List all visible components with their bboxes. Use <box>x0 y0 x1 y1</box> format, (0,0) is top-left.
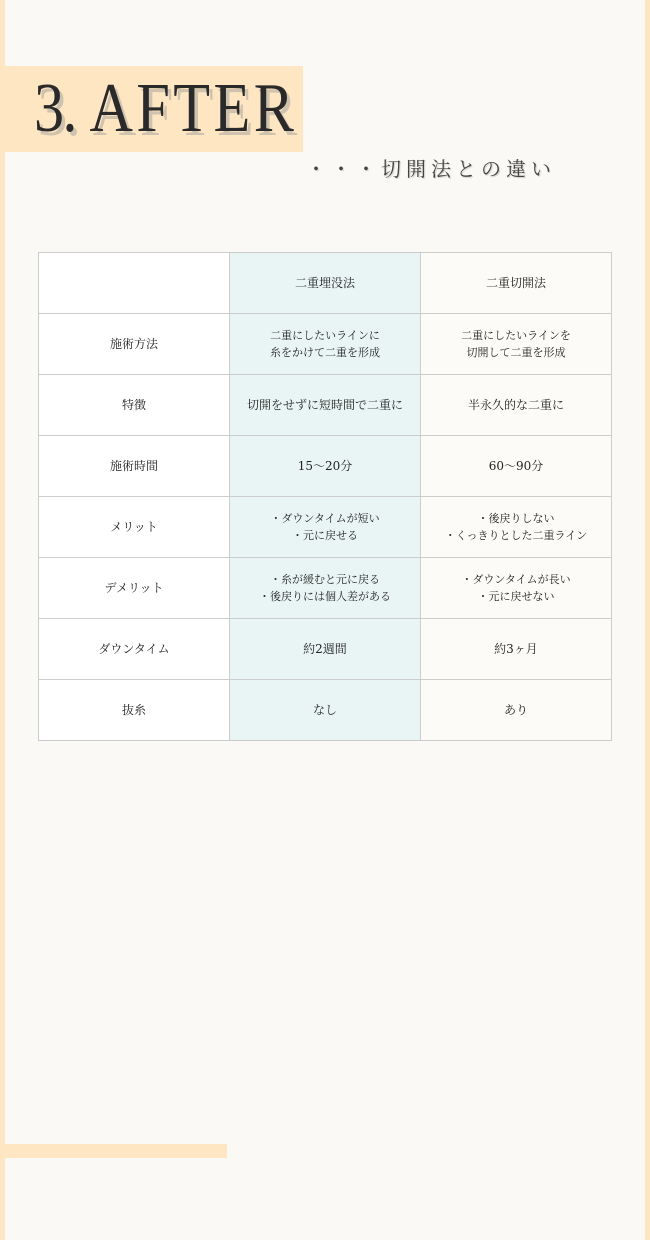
row-label: 特徴 <box>39 375 230 436</box>
cell-line: ・元に戻せない <box>477 590 555 603</box>
cell-burial: 15〜20分 <box>230 436 421 497</box>
cell-incision: 半永久的な二重に <box>421 375 612 436</box>
cell-line: ・糸が緩むと元に戻る <box>270 573 380 586</box>
cell-incision: 60〜90分 <box>421 436 612 497</box>
table-row <box>39 436 612 497</box>
cell-burial <box>230 497 421 558</box>
cell-incision: 約3ヶ月 <box>421 619 612 680</box>
cell-line: ・くっきりとした二重ライン <box>444 529 588 542</box>
cell-incision: あり <box>421 680 612 741</box>
cell-line: ・ダウンタイムが短い <box>270 512 380 525</box>
section-number: 3. <box>34 70 76 147</box>
section-title-text: AFTER <box>89 70 298 147</box>
cell-line: 糸をかけて二重を形成 <box>270 346 380 359</box>
table-row <box>39 497 612 558</box>
section-title <box>34 66 297 152</box>
cell-incision <box>421 314 612 375</box>
row-label: 施術時間 <box>39 436 230 497</box>
cell-burial: 約2週間 <box>230 619 421 680</box>
cell-burial <box>230 558 421 619</box>
cell-line: 切開して二重を形成 <box>466 346 566 359</box>
cell-incision <box>421 497 612 558</box>
table-row <box>39 558 612 619</box>
cell-burial <box>230 314 421 375</box>
table-row <box>39 680 612 741</box>
cell-incision <box>421 558 612 619</box>
row-label: メリット <box>39 497 230 558</box>
cell-burial: 切開をせずに短時間で二重に <box>230 375 421 436</box>
cell-burial: なし <box>230 680 421 741</box>
header-col-incision: 二重切開法 <box>421 253 612 314</box>
table-row <box>39 619 612 680</box>
row-label: 施術方法 <box>39 314 230 375</box>
comparison-table <box>38 252 612 741</box>
section-subtitle: ・・・切開法との違い <box>306 157 556 181</box>
cell-line: ・ダウンタイムが長い <box>461 573 571 586</box>
cell-line: ・後戻りには個人差がある <box>259 590 391 603</box>
cell-line: 二重にしたいラインを <box>461 329 571 342</box>
table-row <box>39 375 612 436</box>
cell-line: 二重にしたいラインに <box>270 329 380 342</box>
row-label: 抜糸 <box>39 680 230 741</box>
header-empty-cell <box>39 253 230 314</box>
table-row <box>39 314 612 375</box>
cell-line: ・後戻りしない <box>477 512 555 525</box>
right-accent-bar <box>645 0 650 1240</box>
cell-line: ・元に戻せる <box>292 529 358 542</box>
row-label: ダウンタイム <box>39 619 230 680</box>
left-accent-bar <box>0 0 5 1240</box>
table-header-row <box>39 253 612 314</box>
row-label: デメリット <box>39 558 230 619</box>
header-col-burial: 二重埋没法 <box>230 253 421 314</box>
bottom-accent-band <box>5 1144 227 1158</box>
